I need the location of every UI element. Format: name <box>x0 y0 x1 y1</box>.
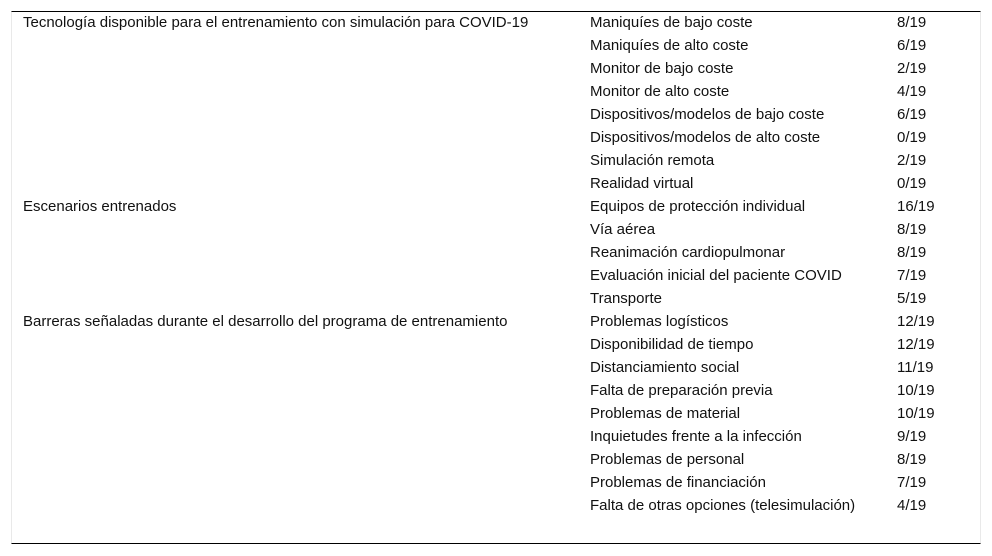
item-cell: Equipos de protección individual <box>590 198 806 215</box>
item-cell: Problemas logísticos <box>590 313 729 330</box>
value-cell: 0/19 <box>897 129 927 146</box>
item-cell: Maniquíes de alto coste <box>590 37 749 54</box>
item-cell: Monitor de bajo coste <box>590 60 734 77</box>
table-row <box>13 196 979 219</box>
item-cell: Vía aérea <box>590 221 656 238</box>
item-cell: Distanciamiento social <box>590 359 740 376</box>
value-cell: 4/19 <box>897 83 927 100</box>
value-cell: 11/19 <box>897 359 934 376</box>
item-cell: Realidad virtual <box>590 175 694 192</box>
value-cell: 2/19 <box>897 60 927 77</box>
results-table <box>13 12 979 518</box>
value-cell: 16/19 <box>897 198 935 215</box>
item-cell: Disponibilidad de tiempo <box>590 336 754 353</box>
value-cell: 2/19 <box>897 152 927 169</box>
table-body <box>13 12 979 518</box>
category-cell: Escenarios entrenados <box>23 198 177 215</box>
value-cell: 10/19 <box>897 405 935 422</box>
item-cell: Problemas de financiación <box>590 474 766 491</box>
value-cell: 4/19 <box>897 497 927 514</box>
item-cell: Inquietudes frente a la infección <box>590 428 802 445</box>
item-cell: Maniquíes de bajo coste <box>590 14 753 31</box>
item-cell: Dispositivos/modelos de alto coste <box>590 129 821 146</box>
item-cell: Evaluación inicial del paciente COVID <box>590 267 842 284</box>
item-cell: Reanimación cardiopulmonar <box>590 244 786 261</box>
item-cell: Problemas de personal <box>590 451 745 468</box>
item-cell: Dispositivos/modelos de bajo coste <box>590 106 825 123</box>
category-cell: Barreras señaladas durante el desarrollo del programa de entrenamiento <box>23 313 508 330</box>
value-cell: 7/19 <box>897 474 927 491</box>
value-cell: 6/19 <box>897 37 927 54</box>
value-cell: 8/19 <box>897 14 927 31</box>
value-cell: 7/19 <box>897 267 927 284</box>
value-cell: 8/19 <box>897 221 927 238</box>
value-cell: 12/19 <box>897 336 935 353</box>
value-cell: 12/19 <box>897 313 935 330</box>
item-cell: Problemas de material <box>590 405 741 422</box>
item-cell: Falta de preparación previa <box>590 382 773 399</box>
item-cell: Simulación remota <box>590 152 715 169</box>
value-cell: 0/19 <box>897 175 927 192</box>
table-frame <box>11 11 981 544</box>
item-cell: Transporte <box>590 290 662 307</box>
value-cell: 8/19 <box>897 244 927 261</box>
item-cell: Falta de otras opciones (telesimulación) <box>590 497 856 514</box>
value-cell: 9/19 <box>897 428 927 445</box>
category-cell: Tecnología disponible para el entrenamiento con simulación para COVID-19 <box>23 14 529 31</box>
value-cell: 10/19 <box>897 382 935 399</box>
table-row <box>13 311 979 334</box>
table-row <box>13 12 979 35</box>
item-cell: Monitor de alto coste <box>590 83 730 100</box>
value-cell: 6/19 <box>897 106 927 123</box>
value-cell: 8/19 <box>897 451 927 468</box>
value-cell: 5/19 <box>897 290 927 307</box>
